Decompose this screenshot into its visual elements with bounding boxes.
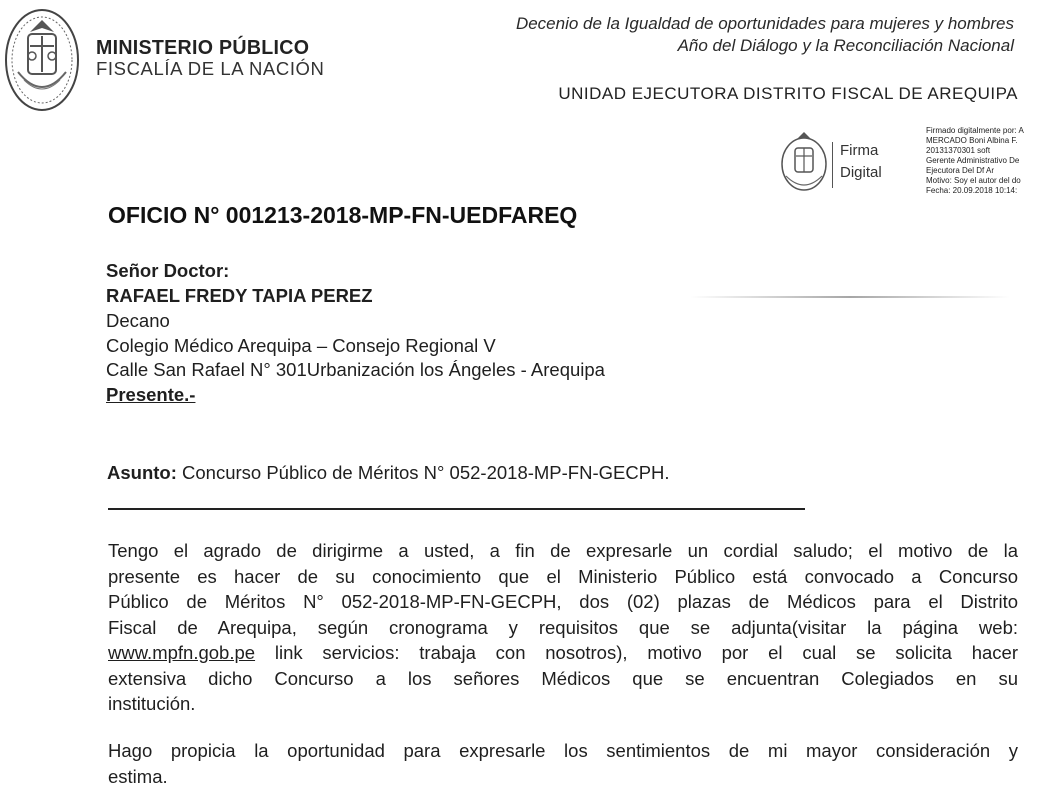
signature-detail: MERCADO Boni Albina F.: [926, 136, 1018, 145]
decenio-line-1: Decenio de la Igualdad de oportunidades para mujeres y hombres: [515, 14, 1014, 33]
recipient-institution: Colegio Médico Arequipa – Consejo Regional V: [106, 335, 496, 356]
paragraph-line: Fiscal de Arequipa, según cronograma y requisitos que se adjunta(visitar la página web:: [108, 616, 1018, 638]
scan-artifact: [690, 296, 1010, 298]
oficio-title: OFICIO N° 001213-2018-MP-FN-UEDFAREQ: [108, 202, 578, 228]
signature-detail: Gerente Administrativo De: [926, 156, 1020, 165]
body-paragraph-2: [108, 738, 1018, 789]
signature-detail: Ejecutora Del Df Ar: [926, 166, 995, 175]
asunto-underline: [108, 508, 805, 510]
signature-detail: Firmado digitalmente por: A: [926, 126, 1024, 135]
paragraph-line: extensiva dicho Concurso a los señores Médicos que se encuentran Colegiados en su: [108, 667, 1018, 689]
presente-label: Presente.-: [106, 384, 196, 405]
body-paragraph-1: [108, 538, 1018, 717]
signature-detail: Fecha: 20.09.2018 10:14:: [926, 186, 1018, 195]
asunto-label: Asunto:: [107, 462, 177, 483]
signature-detail: Motivo: Soy el autor del do: [926, 176, 1021, 185]
signature-label-firma: Firma: [840, 142, 879, 159]
decenio-line-2: Año del Diálogo y la Reconciliación Nacional: [677, 36, 1014, 55]
signature-divider: [832, 142, 833, 188]
org-subtitle: FISCALÍA DE LA NACIÓN: [96, 58, 325, 79]
paragraph-line: Tengo el agrado de dirigirme a usted, a fin de expresarle un cordial saludo; el motivo de la: [108, 540, 1018, 561]
paragraph-text: link servicios: trabaja con nosotros), motivo por el cual se solicita hacer: [255, 642, 1018, 663]
paragraph-line: Hago propicia la oportunidad para expresarle los sentimientos de mi mayor consideración y: [108, 740, 1018, 761]
digital-signature-seal-icon: [778, 126, 830, 194]
paragraph-line: estima.: [108, 765, 168, 787]
recipient-address: Calle San Rafael N° 301Urbanización los Ángeles - Arequipa: [106, 359, 605, 380]
unit-name: UNIDAD EJECUTORA DISTRITO FISCAL DE AREQUIPA: [558, 84, 1018, 103]
recipient-name: RAFAEL FREDY TAPIA PEREZ: [106, 285, 373, 306]
paragraph-line-with-link: [108, 640, 1018, 666]
asunto-text: Concurso Público de Méritos N° 052-2018-MP-FN-GECPH.: [176, 462, 670, 483]
org-name: MINISTERIO PÚBLICO: [96, 37, 310, 59]
asunto-line: [107, 462, 670, 484]
paragraph-line: Público de Méritos N° 052-2018-MP-FN-GECPH, dos (02) plazas de Médicos para el Distrito: [108, 591, 1018, 612]
website-link[interactable]: www.mpfn.gob.pe: [108, 642, 256, 663]
ministerio-publico-seal-icon: [2, 2, 82, 114]
paragraph-line: presente es hacer de su conocimiento que el Ministerio Público está convocado a Concurso: [108, 565, 1018, 587]
recipient-salutation: Señor Doctor:: [106, 260, 230, 281]
recipient-position: Decano: [106, 310, 170, 331]
signature-detail: 20131370301 soft: [926, 146, 991, 155]
paragraph-line: institución.: [108, 693, 196, 714]
signature-label-digital: Digital: [840, 164, 882, 181]
